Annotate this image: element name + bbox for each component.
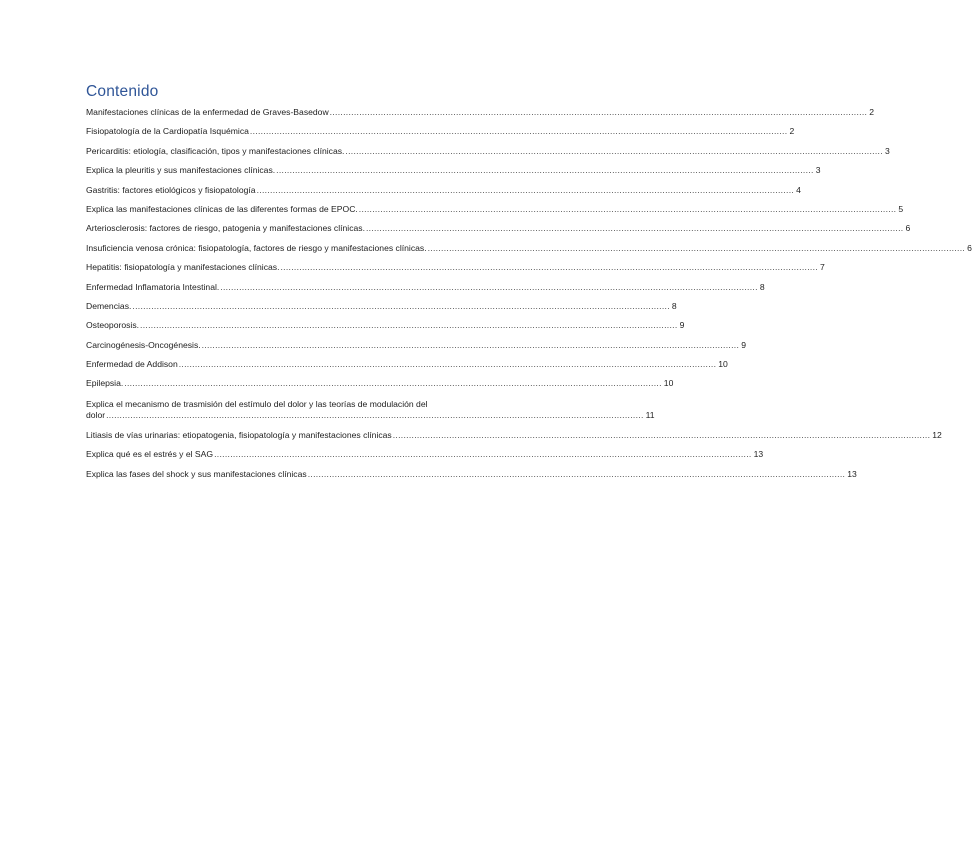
dot-leader [330,107,868,118]
toc-entry[interactable] [86,398,655,422]
toc-entry-label-continuation: dolor [86,410,106,421]
dot-leader [308,469,846,480]
toc-entry-label: Pericarditis: etiología, clasificación, tipos y manifestaciones clínicas. [86,145,345,156]
toc-entry-page: 13 [753,449,764,460]
toc-entry[interactable] [86,468,857,480]
toc-entry-label: Explica las fases del shock y sus manifestaciones clínicas [86,468,307,479]
toc-entry[interactable] [86,378,674,389]
toc-entry[interactable] [86,359,728,370]
dot-leader [393,430,931,441]
dot-leader [250,126,788,137]
dot-leader [179,359,717,370]
toc-entry[interactable] [86,107,874,118]
toc-entry-label: Enfermedad de Addison [86,359,178,370]
toc-entry-label: Epilepsia. [86,378,124,389]
toc-entry[interactable] [86,281,765,293]
toc-entry[interactable] [86,300,677,312]
toc-entry-page: 3 [884,145,890,156]
toc-entry-label: Osteoporosis. [86,320,140,331]
toc-entry-page: 10 [663,378,674,389]
toc-entry[interactable] [86,262,825,273]
dot-leader [276,165,814,176]
toc-entry-page: 2 [789,126,795,137]
dot-leader [132,301,670,312]
toc-entry-label: Explica qué es el estrés y el SAG [86,449,214,460]
toc-entry-label: Explica las manifestaciones clínicas de las diferentes formas de EPOC. [86,203,358,214]
toc-entry-label: Insuficiencia venosa crónica: fisiopatología, factores de riesgo y manifestaciones clínicas. [86,242,427,253]
dot-leader [214,449,752,460]
dot-leader [257,185,795,196]
toc-entry-page: 8 [759,281,765,292]
toc-entry-page: 9 [679,320,685,331]
toc-entry-continuation [86,410,655,421]
dot-leader [359,204,897,215]
dot-leader [202,340,740,351]
toc-entry-label: Arteriosclerosis: factores de riesgo, patogenia y manifestaciones clínicas. [86,223,365,234]
toc-entry[interactable] [86,242,972,254]
toc-entry-label: Gastritis: factores etiológicos y fisiopatología [86,184,256,195]
toc-entry-page: 11 [645,410,655,421]
toc-entry[interactable] [86,126,795,137]
toc-entry-label: Explica el mecanismo de trasmisión del estímulo del dolor y las teorías de modulación del [86,398,428,409]
dot-leader [220,282,758,293]
toc-entry-page: 13 [847,468,857,479]
toc-entry[interactable] [86,429,942,441]
dot-leader [366,223,904,234]
toc-entry-label: Litiasis de vías urinarias: etiopatogenia, fisiopatología y manifestaciones clínicas [86,429,392,440]
toc-entry-label: Hepatitis: fisiopatología y manifestaciones clínicas. [86,262,280,273]
toc-entry[interactable] [86,449,764,460]
toc-entry-page: 10 [718,359,728,370]
toc-entry-page: 6 [905,223,911,234]
toc-entry-page: 3 [815,165,821,176]
toc-entry-label: Explica la pleuritis y sus manifestaciones clínicas. [86,165,276,176]
toc-entry[interactable] [86,320,685,331]
toc-entry[interactable] [86,165,821,176]
dot-leader [428,243,966,254]
toc-entry-label: Fisiopatología de la Cardiopatía Isquémica [86,126,249,137]
toc-entry-page: 2 [869,107,874,117]
toc-entry[interactable] [86,145,890,157]
dot-leader [140,320,678,331]
toc-entry-page: 6 [967,242,972,253]
toc-entry-page: 8 [671,300,677,311]
table-of-contents [86,107,972,488]
toc-entry-page: 4 [796,184,801,195]
toc-entry-page: 5 [898,203,904,214]
toc-entry-label: Enfermedad Inflamatoria Intestinal. [86,281,220,292]
dot-leader [280,262,818,273]
toc-entry[interactable] [86,203,904,215]
dot-leader [124,378,662,389]
toc-entry-page: 9 [741,339,746,350]
dot-leader [345,146,883,157]
toc-entry[interactable] [86,184,801,196]
dot-leader [106,410,644,421]
toc-title: Contenido [86,83,159,100]
toc-entry[interactable] [86,223,911,234]
toc-entry-page: 7 [820,262,825,273]
toc-entry[interactable] [86,339,746,351]
toc-entry-label: Demencias. [86,300,132,311]
toc-entry-label: Carcinogénesis-Oncogénesis. [86,339,201,350]
toc-entry-label: Manifestaciones clínicas de la enfermedad de Graves-Basedow [86,107,329,117]
toc-entry-page: 12 [932,429,942,440]
